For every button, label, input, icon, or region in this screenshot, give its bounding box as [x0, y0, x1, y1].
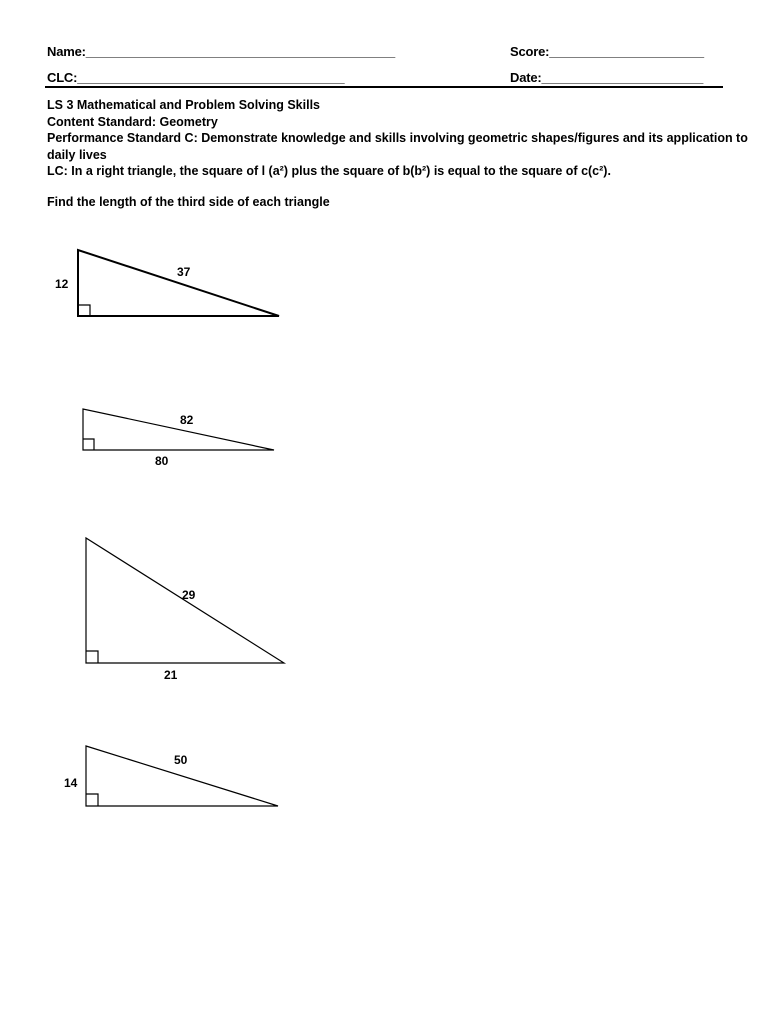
right-angle-marker: [86, 794, 98, 806]
instruction-text: Find the length of the third side of each triangle: [47, 195, 330, 209]
right-angle-marker: [78, 305, 90, 316]
triangle-4: [64, 746, 278, 806]
triangle-2-hypotenuse-label: 82: [180, 413, 194, 427]
triangle-1-hypotenuse-label: 37: [177, 265, 191, 279]
triangle-2-base-label: 80: [155, 454, 169, 468]
performance-standard-line: Performance Standard C: Demonstrate knowledge and skills involving geometric shapes/figures and its application to: [47, 131, 748, 146]
triangle-3-base-label: 21: [164, 668, 178, 682]
right-angle-marker: [86, 651, 98, 663]
triangle-1: [55, 250, 279, 316]
score-field[interactable]: Score:______________________: [510, 44, 704, 59]
triangle-2: [83, 409, 274, 468]
triangle-3: [86, 538, 284, 682]
clc-field[interactable]: CLC:______________________________________: [47, 70, 345, 85]
date-field[interactable]: Date:_______________________: [510, 70, 704, 85]
subject-line: LS 3 Mathematical and Problem Solving Skills: [47, 98, 320, 112]
triangle-1-leg-label: 12: [55, 277, 69, 291]
triangle-2-shape: [83, 409, 274, 450]
triangle-4-leg-label: 14: [64, 776, 78, 790]
content-standard-line: Content Standard: Geometry: [47, 114, 218, 129]
learning-competency-line: LC: In a right triangle, the square of l (a²) plus the square of b(b²) is equal to the square of c(c²).: [47, 164, 611, 179]
triangle-4-hypotenuse-label: 50: [174, 753, 188, 767]
performance-standard-continuation: daily lives: [47, 147, 107, 162]
right-angle-marker: [83, 439, 94, 450]
name-field[interactable]: Name:____________________________________________: [47, 44, 396, 59]
triangle-1-shape: [78, 250, 279, 316]
triangle-3-hypotenuse-label: 29: [182, 588, 196, 602]
